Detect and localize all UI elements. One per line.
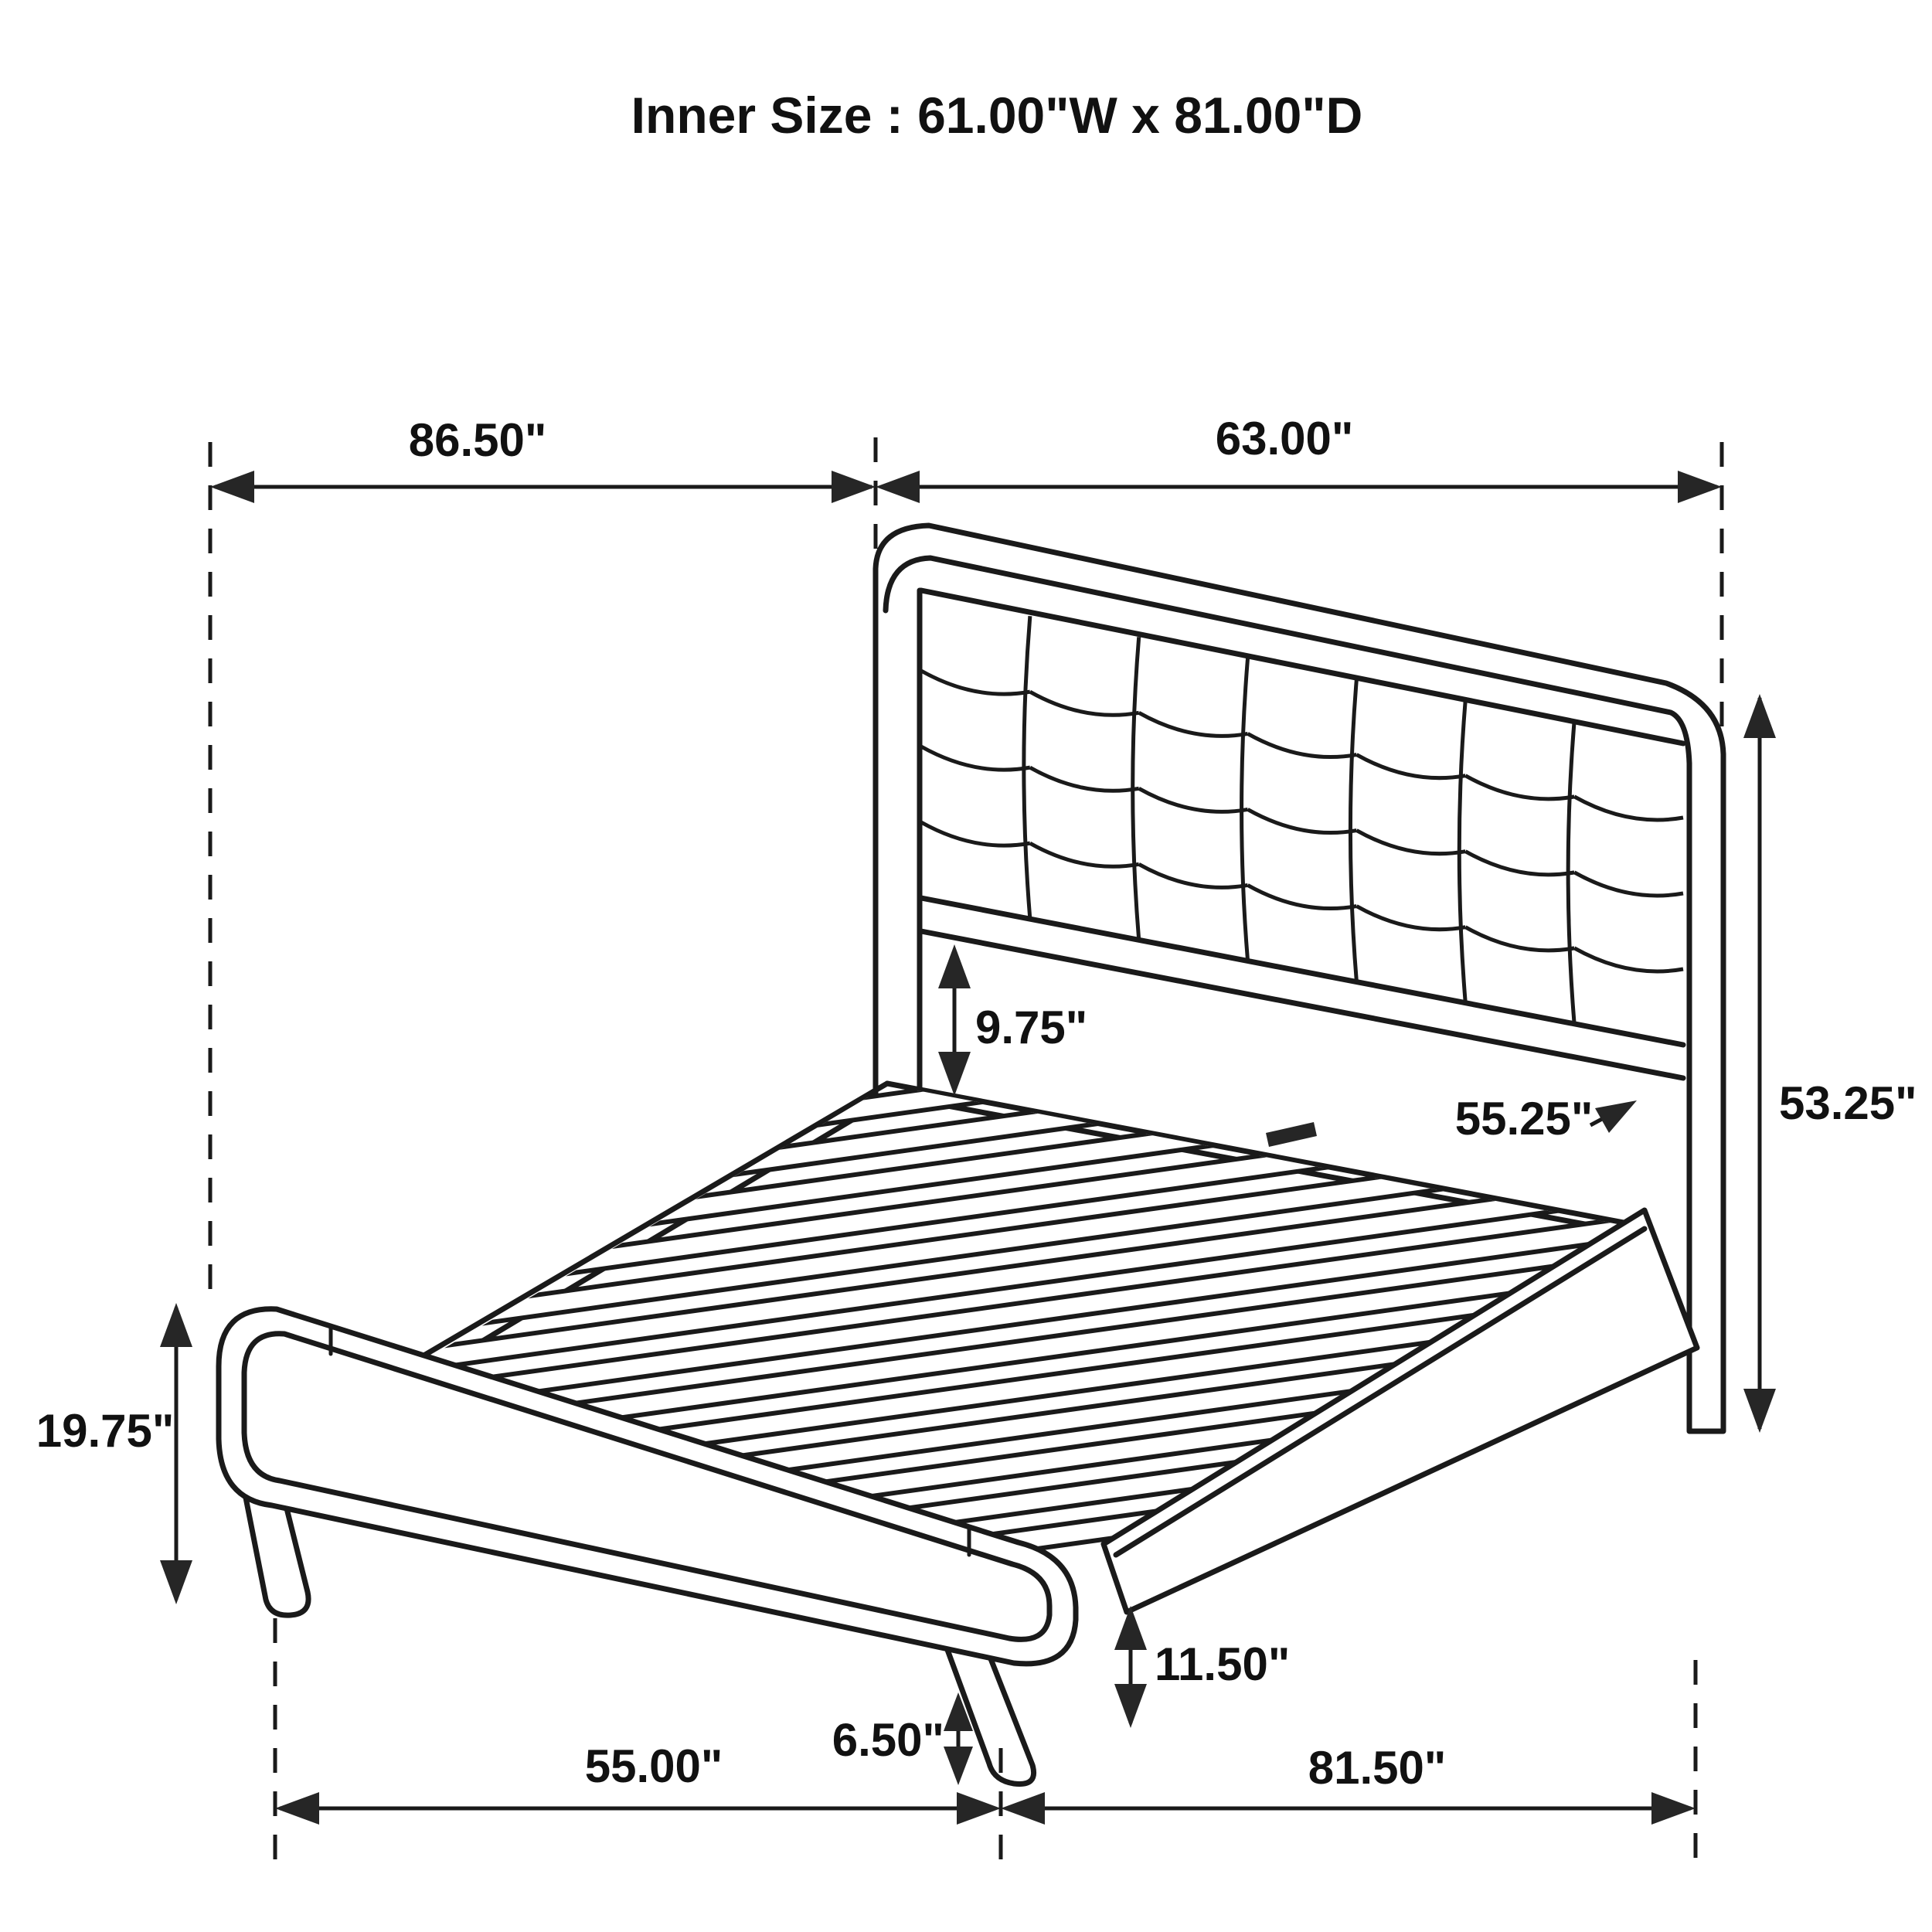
tuft-row-line — [1030, 843, 1139, 866]
tuft-row-line — [1030, 692, 1139, 715]
slat-bracket — [1266, 1122, 1317, 1147]
headboard-top-rail-outer — [876, 526, 1723, 754]
tuft-row-line — [1356, 831, 1465, 854]
tuft-row-line — [1574, 948, 1683, 971]
dim-label-overall-depth: 86.50" — [408, 414, 547, 466]
tuft-row-line — [1356, 755, 1465, 778]
tuft-row-line — [1574, 797, 1683, 820]
dim-label-leg-height: 6.50" — [832, 1714, 944, 1766]
dim-label-floor-width: 55.00" — [584, 1740, 723, 1792]
tuft-row-line — [1248, 733, 1357, 757]
dim-label-inner-width: 55.25" — [1454, 1093, 1594, 1145]
tuft-row-line — [1465, 927, 1574, 951]
tuft-row-line — [1139, 864, 1248, 887]
tuft-row-line — [1139, 713, 1248, 736]
tuft-row-line — [1574, 872, 1683, 896]
headboard-left-post — [876, 590, 920, 1105]
dim-label-headboard-height: 53.25" — [1779, 1077, 1917, 1129]
dim-top — [210, 471, 1722, 503]
tuft-row-line — [1139, 788, 1248, 811]
tufted-panel — [921, 616, 1683, 1024]
tuft-row-line — [1248, 885, 1357, 908]
dim-label-headboard-width: 63.00" — [1215, 413, 1354, 464]
dim-bottom — [275, 1792, 1696, 1825]
tuft-row-line — [921, 671, 1030, 694]
tuft-row-line — [921, 747, 1030, 770]
dim-inner-width — [1590, 1100, 1637, 1133]
dim-label-footboard-height: 19.75" — [36, 1405, 175, 1457]
tuft-row-line — [1030, 767, 1139, 791]
dim-label-floor-depth: 81.50" — [1308, 1742, 1447, 1794]
bed-drawing — [219, 526, 1777, 1784]
dim-rail-height — [1114, 1606, 1147, 1728]
tuft-row-line — [1248, 809, 1357, 832]
tuft-row-line — [1465, 776, 1574, 799]
dim-rail-gap — [938, 944, 971, 1096]
tuft-row-line — [921, 822, 1030, 845]
dim-label-rail-gap: 9.75" — [975, 1002, 1088, 1053]
dim-headboard-height — [1743, 694, 1776, 1433]
dim-label-rail-height: 11.50" — [1155, 1638, 1291, 1690]
headboard-right-post — [1689, 754, 1723, 1431]
tuft-row-line — [1356, 906, 1465, 930]
diagram-title: Inner Size : 61.00"W x 81.00"D — [631, 87, 1363, 144]
headboard-top-rail-bottom — [921, 590, 1683, 743]
tuft-row-line — [1465, 852, 1574, 875]
